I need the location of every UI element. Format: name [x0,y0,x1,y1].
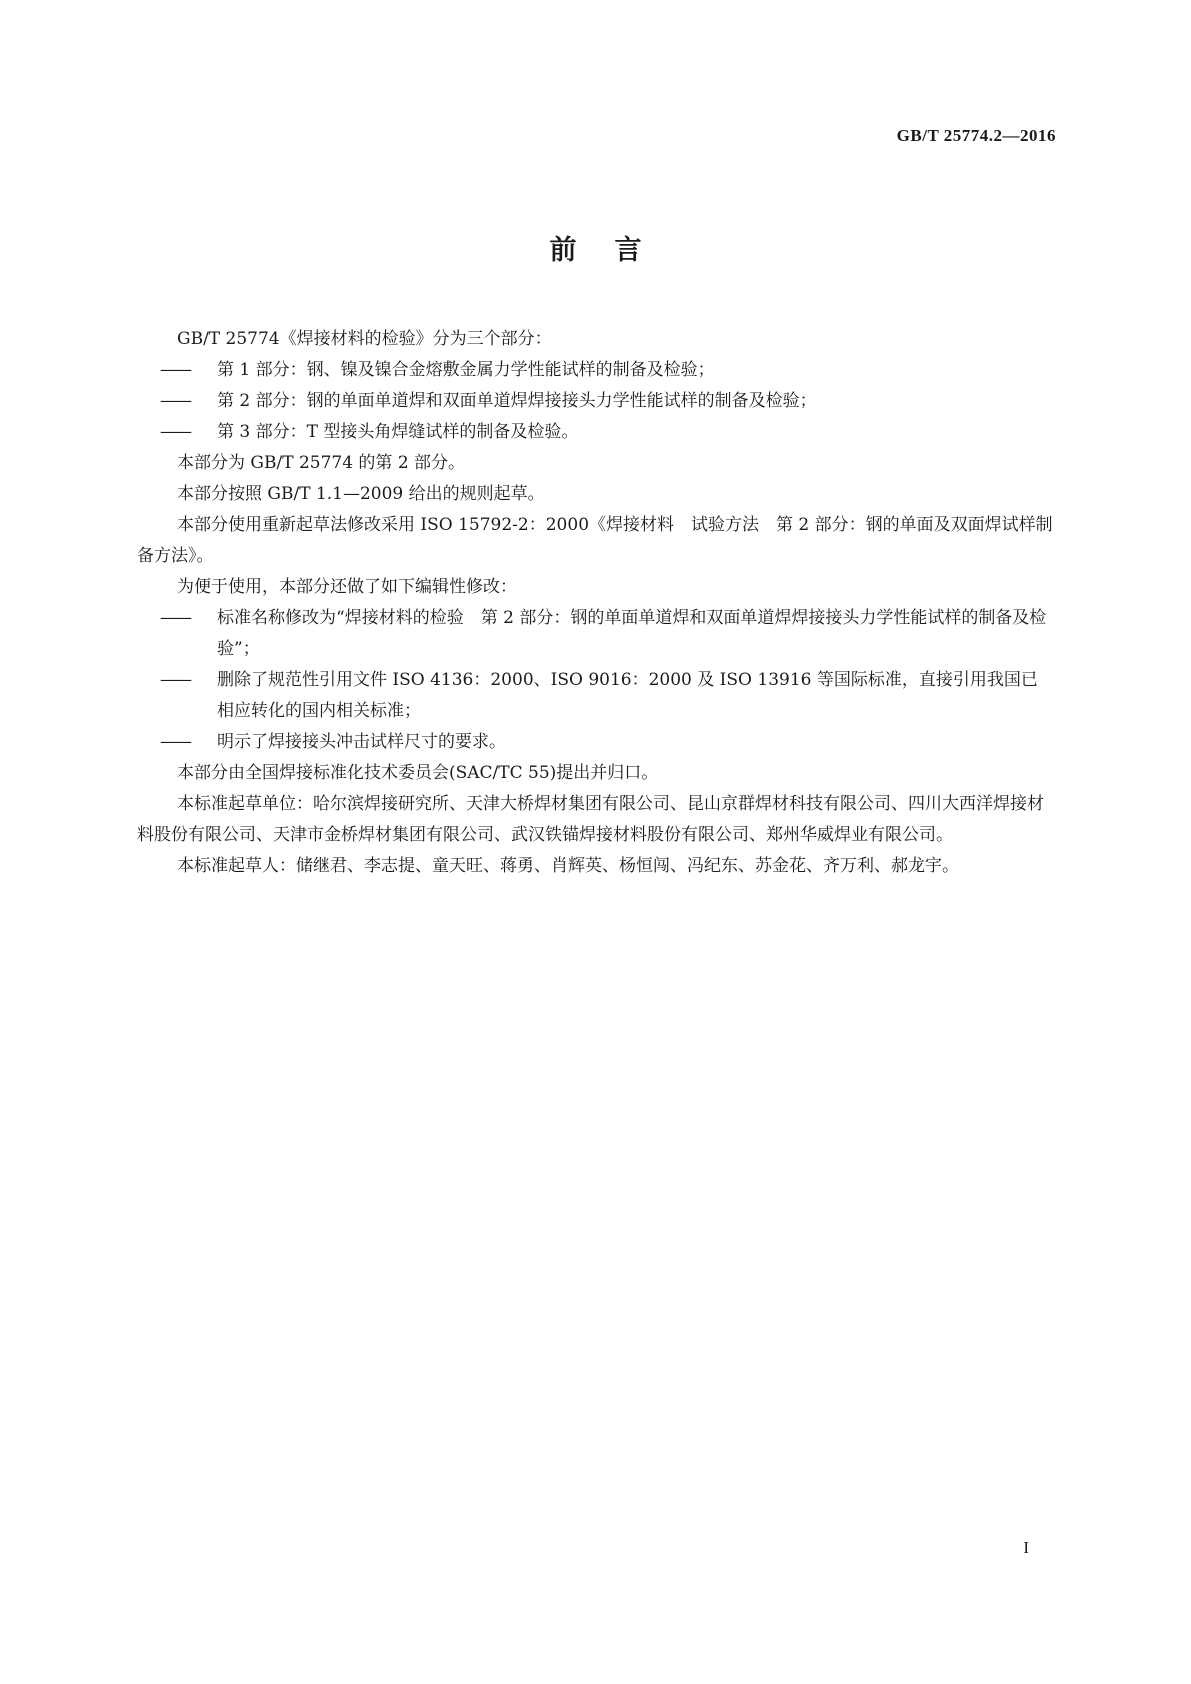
list-item [137,386,1054,417]
paragraph: 本部分使用重新起草法修改采用 ISO 15792-2：2000《焊接材料 试验方法 第 2 部分：钢的单面及双面焊试样制备方法》。 [137,515,1053,566]
paragraph: 本部分按照 GB/T 1.1—2009 给出的规则起草。 [177,484,545,504]
paragraph: 本标准起草单位：哈尔滨焊接研究所、天津大桥焊材集团有限公司、昆山京群焊材科技有限公司、四川大西洋焊接材料股份有限公司、天津市金桥焊材集团有限公司、武汉铁锚焊接材料股份有限公司、郑州华威焊业有限公司。 [137,794,1044,845]
standard-code: GB/T 25774.2—2016 [896,126,1056,145]
page-title: 前言 [549,235,680,266]
paragraph: 本部分为 GB/T 25774 的第 2 部分。 [177,453,466,473]
dash-mark: —— [160,360,190,380]
list-item-text: 删除了规范性引用文件 ISO 4136：2000、ISO 9016：2000 及 ISO 13916 等国际标准，直接引用我国已相应转化的国内相关标准； [217,670,1038,721]
dash-mark: —— [160,422,190,442]
dash-mark: —— [160,670,190,690]
dash-mark: —— [160,391,190,411]
foreword-body [137,324,1054,882]
dash-mark: —— [160,608,190,628]
paragraph: 为便于使用，本部分还做了如下编辑性修改： [177,577,517,597]
list-item [137,665,1054,727]
paragraph: 本标准起草人：储继君、李志提、童天旺、蒋勇、肖辉英、杨恒闯、冯纪东、苏金花、齐万利、郝龙宇。 [177,856,959,876]
paragraph: 本部分由全国焊接标准化技术委员会(SAC/TC 55)提出并归口。 [177,763,659,783]
list-item [137,727,1054,758]
list-item-text: 第 1 部分：钢、镍及镍合金熔敷金属力学性能试样的制备及检验； [217,360,715,380]
list-item-text: 明示了焊接接头冲击试样尺寸的要求。 [217,732,506,752]
list-item-text: 标准名称修改为“焊接材料的检验 第 2 部分：钢的单面单道焊和双面单道焊焊接接头力学性能试样的制备及检验”； [217,608,1047,659]
list-item-text: 第 3 部分：T 型接头角焊缝试样的制备及检验。 [217,422,579,442]
list-item [137,355,1054,386]
list-item [137,417,1054,448]
list-item-text: 第 2 部分：钢的单面单道焊和双面单道焊焊接接头力学性能试样的制备及检验； [217,391,817,411]
paragraph: GB/T 25774《焊接材料的检验》分为三个部分： [177,329,552,349]
dash-mark: —— [160,732,190,752]
list-item [137,603,1054,665]
page-number: I [1023,1538,1029,1557]
